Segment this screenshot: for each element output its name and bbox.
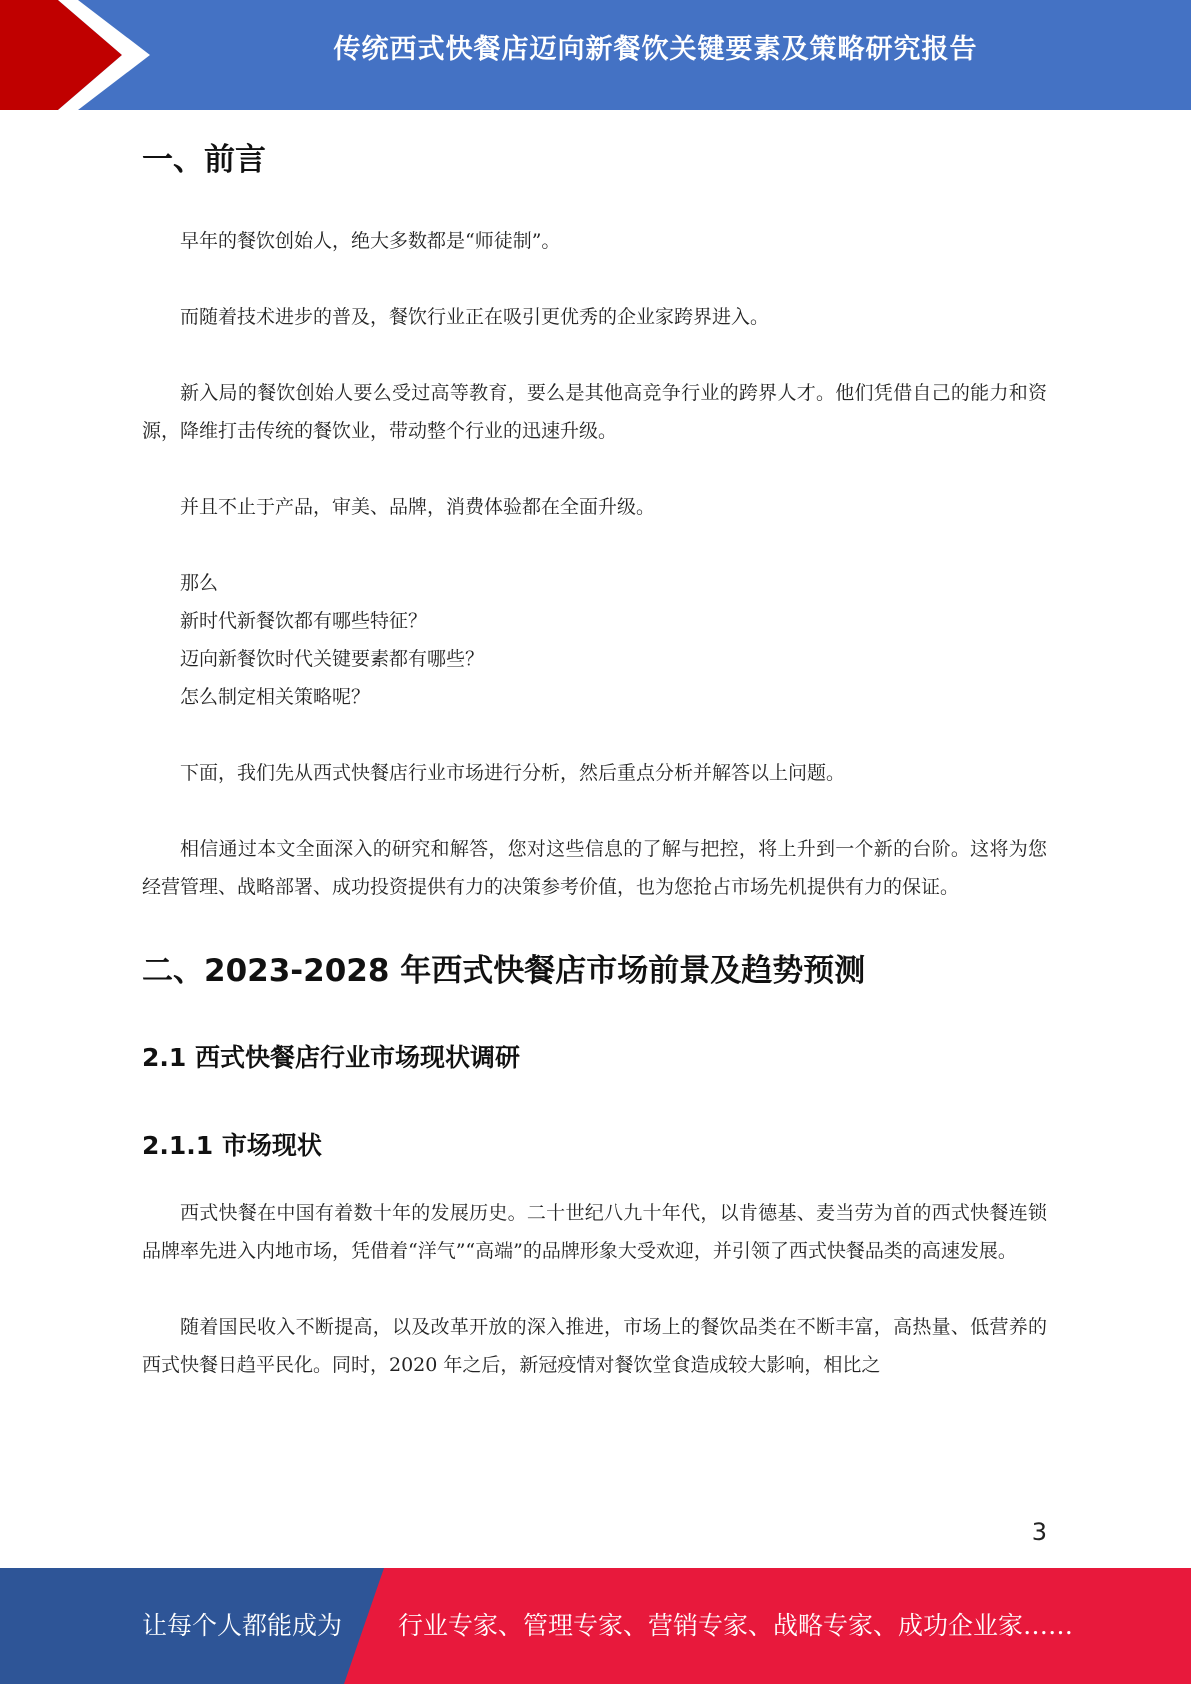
question-line: 迈向新餐饮时代关键要素都有哪些？ — [180, 648, 485, 670]
report-title: 传统西式快餐店迈向新餐饮关键要素及策略研究报告 — [333, 34, 978, 65]
paragraph: 而随着技术进步的普及，餐饮行业正在吸引更优秀的企业家跨界进入。 — [180, 306, 770, 328]
page-header — [0, 0, 1191, 110]
subsection-title-market-survey: 2.1 西式快餐店行业市场现状调研 — [142, 1043, 520, 1072]
footer-slogan-left: 让每个人都能成为 — [142, 1611, 343, 1640]
question-line: 那么 — [180, 572, 219, 594]
subsection-title-market-status: 2.1.1 市场现状 — [142, 1131, 322, 1160]
footer-slogan-right: 行业专家、管理专家、营销专家、战略专家、成功企业家…… — [398, 1611, 1074, 1640]
page-footer — [0, 1568, 1191, 1684]
section-title-market-forecast: 二、2023-2028 年西式快餐店市场前景及趋势预测 — [142, 953, 866, 989]
document-body — [142, 135, 1047, 1384]
page-number: 3 — [1031, 1518, 1047, 1546]
paragraph: 相信通过本文全面深入的研究和解答，您对这些信息的了解与把控，将上升到一个新的台阶。这将为您经营管理、战略部署、成功投资提供有力的决策参考价值，也为您抢占市场先机提供有力的保证。 — [142, 838, 1047, 898]
paragraph: 并且不止于产品，审美、品牌，消费体验都在全面升级。 — [180, 496, 656, 518]
paragraph: 下面，我们先从西式快餐店行业市场进行分析，然后重点分析并解答以上问题。 — [180, 762, 846, 784]
question-list — [142, 564, 1047, 716]
paragraph: 早年的餐饮创始人，绝大多数都是“师徒制”。 — [180, 230, 561, 252]
section-title-preface: 一、前言 — [142, 142, 266, 178]
question-line: 新时代新餐饮都有哪些特征？ — [180, 610, 428, 632]
paragraph: 新入局的餐饮创始人要么受过高等教育，要么是其他高竞争行业的跨界人才。他们凭借自己的能力和资源，降维打击传统的餐饮业，带动整个行业的迅速升级。 — [142, 382, 1047, 442]
paragraph: 西式快餐在中国有着数十年的发展历史。二十世纪八九十年代，以肯德基、麦当劳为首的西式快餐连锁品牌率先进入内地市场，凭借着“洋气”“高端”的品牌形象大受欢迎，并引领了西式快餐品类的高速发展。 — [142, 1202, 1047, 1262]
paragraph: 随着国民收入不断提高，以及改革开放的深入推进，市场上的餐饮品类在不断丰富，高热量、低营养的西式快餐日趋平民化。同时，2020 年之后，新冠疫情对餐饮堂食造成较大影响，相比之 — [142, 1316, 1047, 1376]
question-line: 怎么制定相关策略呢？ — [180, 686, 371, 708]
